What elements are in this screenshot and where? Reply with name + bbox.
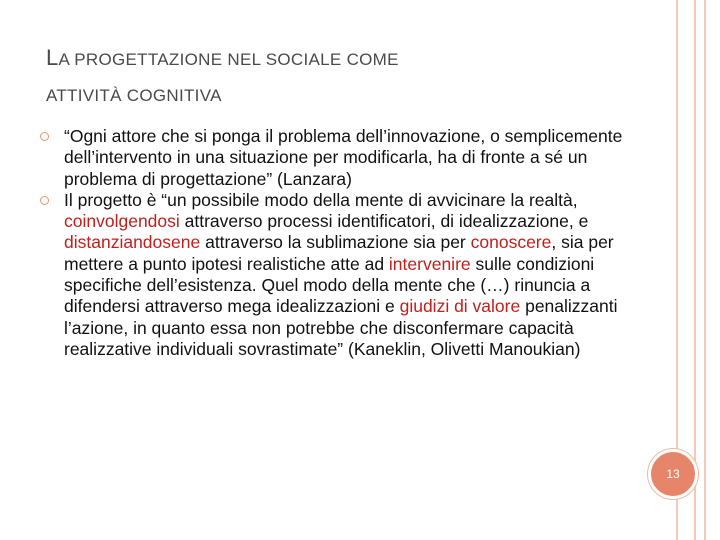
title-initial: L xyxy=(46,45,59,70)
title-line-2: ATTIVITÀ COGNITIVA xyxy=(46,86,222,105)
highlight-intervenire: intervenire xyxy=(388,253,471,274)
bullet-text-part: , sia per mettere a punto ipotesi realistiche atte ad xyxy=(64,232,614,274)
bullet-item-2 xyxy=(40,190,630,360)
highlight-giudizi-di-valore: giudizi di valore xyxy=(399,296,521,317)
bullet-text-part: Il progetto è “un possibile modo della mente di avvicinare la realtà, xyxy=(64,189,578,210)
bullet-text-part: penalizzanti l’azione, in quanto essa non potrebbe che disconfermare capacità realizzative individuali sovrastimate” (Kaneklin, Olivetti Manoukian) xyxy=(64,296,618,359)
bullet-text: “Ogni attore che si ponga il problema dell’innovazione, o semplicemente dell’intervento in una situazione per modificarla, ha di fronte a sé un problema di progettazione” (Lanzara) xyxy=(64,126,623,189)
highlight-distanziandosene: distanziandosene xyxy=(64,232,201,253)
page-number-badge: 13 xyxy=(648,449,698,499)
bullet-circle-icon xyxy=(40,196,49,205)
slide-title xyxy=(46,40,646,114)
title-line-1: A PROGETTAZIONE NEL SOCIALE COME xyxy=(58,50,399,69)
highlight-coinvolgendosi: coinvolgendosi xyxy=(64,211,180,232)
bullet-circle-icon xyxy=(40,132,49,141)
decorative-line xyxy=(694,0,696,540)
bullet-list xyxy=(40,126,630,360)
bullet-text-part: attraverso processi identificatori, di idealizzazione, e xyxy=(179,211,589,232)
bullet-text-part: sulle condizioni specifiche dell’esistenza. Quel modo della mente che (…) rinuncia a difendersi attraverso mega idealizzazioni e xyxy=(64,253,595,317)
highlight-conoscere: conoscere xyxy=(470,232,552,253)
bullet-text-part: attraverso la sublimazione sia per xyxy=(200,232,471,253)
bullet-item-1 xyxy=(40,126,630,190)
decorative-line xyxy=(704,0,706,540)
